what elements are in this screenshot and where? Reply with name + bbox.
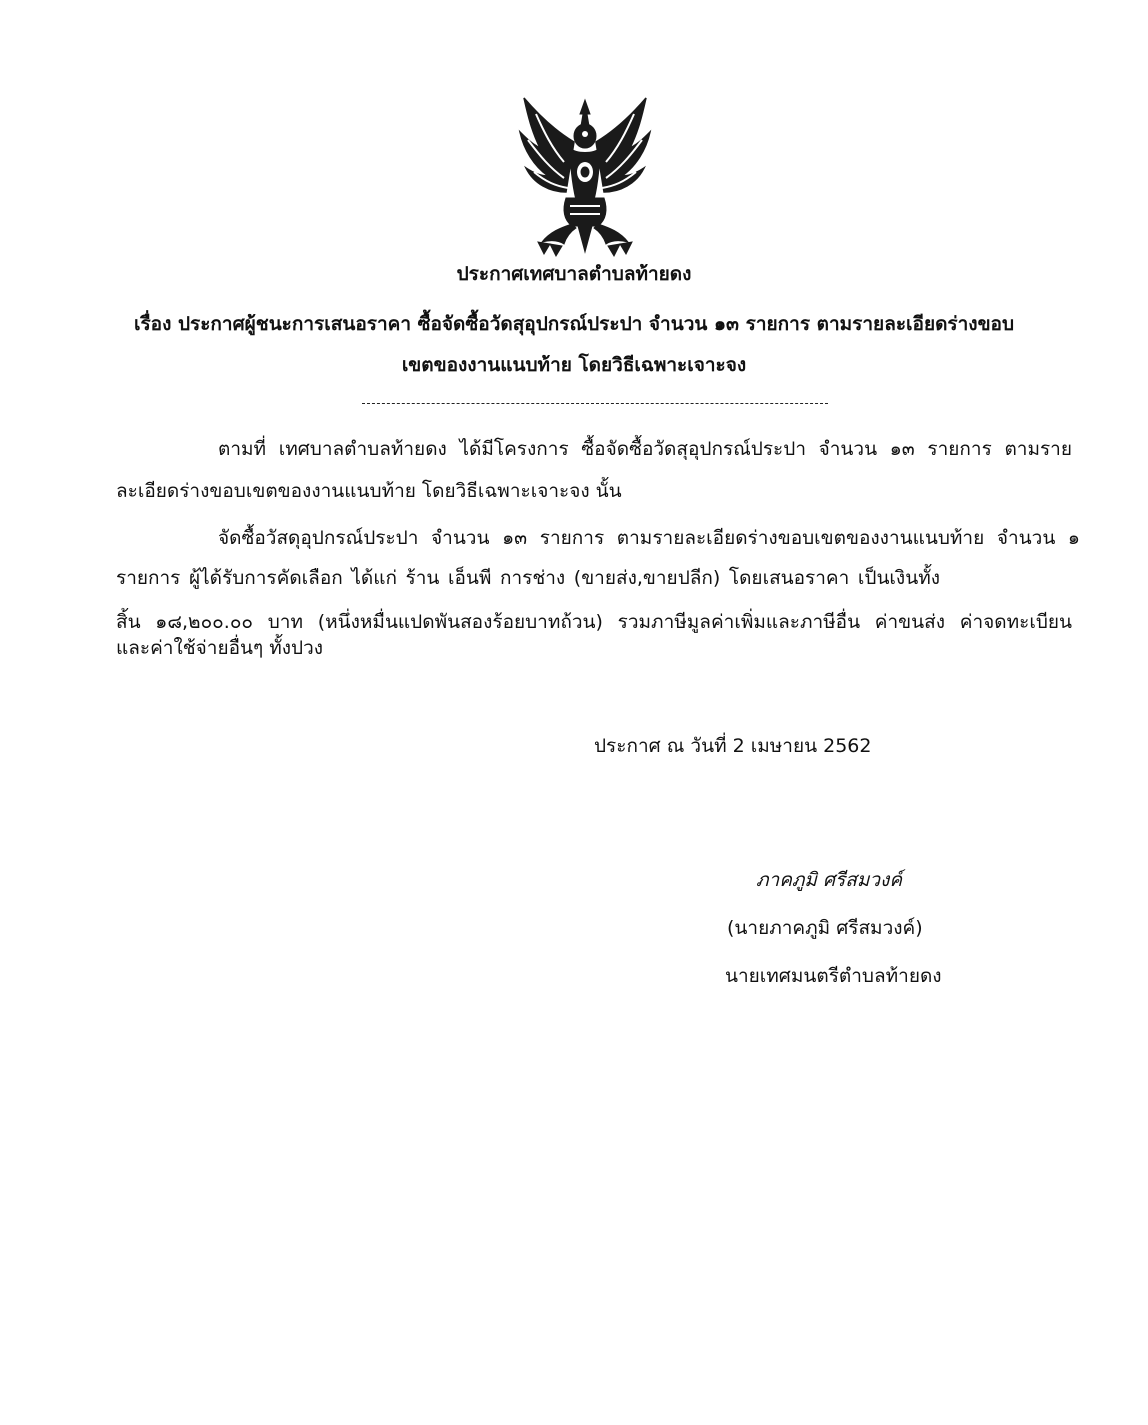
subject-line-2: เขตของงานแนบท้าย โดยวิธีเฉพาะเจาะจง xyxy=(401,354,747,376)
signatory-position: นายเทศมนตรีตำบลท้ายดง xyxy=(725,965,942,987)
paragraph-1-line-1: ตามที่ เทศบาลตำบลท้ายดง ได้มีโครงการ ซื้อจัดซื้อวัดสุอุปกรณ์ประปา จำนวน ๑๓ รายการ ตามราย xyxy=(218,438,1072,460)
section-divider xyxy=(362,403,828,404)
paragraph-2-line-1: จัดซื้อวัสดุอุปกรณ์ประปา จำนวน ๑๓ รายการ ตามรายละเอียดร่างขอบเขตของงานแนบท้าย จำนวน ๑ xyxy=(218,527,1080,549)
paragraph-2-line-4: และค่าใช้จ่ายอื่นๆ ทั้งปวง xyxy=(116,637,324,659)
subject-line-1: เรื่อง ประกาศผู้ชนะการเสนอราคา ซื้อจัดซื้อวัดสุอุปกรณ์ประปา จำนวน ๑๓ รายการ ตามรายละเอียดร่างขอบ xyxy=(133,313,1015,335)
paragraph-2-line-2: รายการ ผู้ได้รับการคัดเลือก ได้แก่ ร้าน เอ็นพี การช่าง (ขายส่ง,ขายปลีก) โดยเสนอราคา เป็นเงินทั้ง xyxy=(116,567,940,589)
paragraph-2-line-3: สิ้น ๑๘,๒๐๐.๐๐ บาท (หนึ่งหมื่นแปดพันสองร้อยบาทถ้วน) รวมภาษีมูลค่าเพิ่มและภาษีอื่น ค่าขนส่ง ค่าจดทะเบียน xyxy=(116,611,1072,633)
paragraph-1-line-2: ละเอียดร่างขอบเขตของงานแนบท้าย โดยวิธีเฉพาะเจาะจง นั้น xyxy=(116,480,622,502)
issuer-heading: ประกาศเทศบาลตำบลท้ายดง xyxy=(456,263,692,285)
signature: ภาคภูมิ ศรีสมวงค์ xyxy=(756,869,903,891)
signatory-printed-name: (นายภาคภูมิ ศรีสมวงค์) xyxy=(727,917,923,939)
announcement-date: ประกาศ ณ วันที่ 2 เมษายน 2562 xyxy=(594,735,872,757)
garuda-emblem-icon xyxy=(514,92,656,260)
